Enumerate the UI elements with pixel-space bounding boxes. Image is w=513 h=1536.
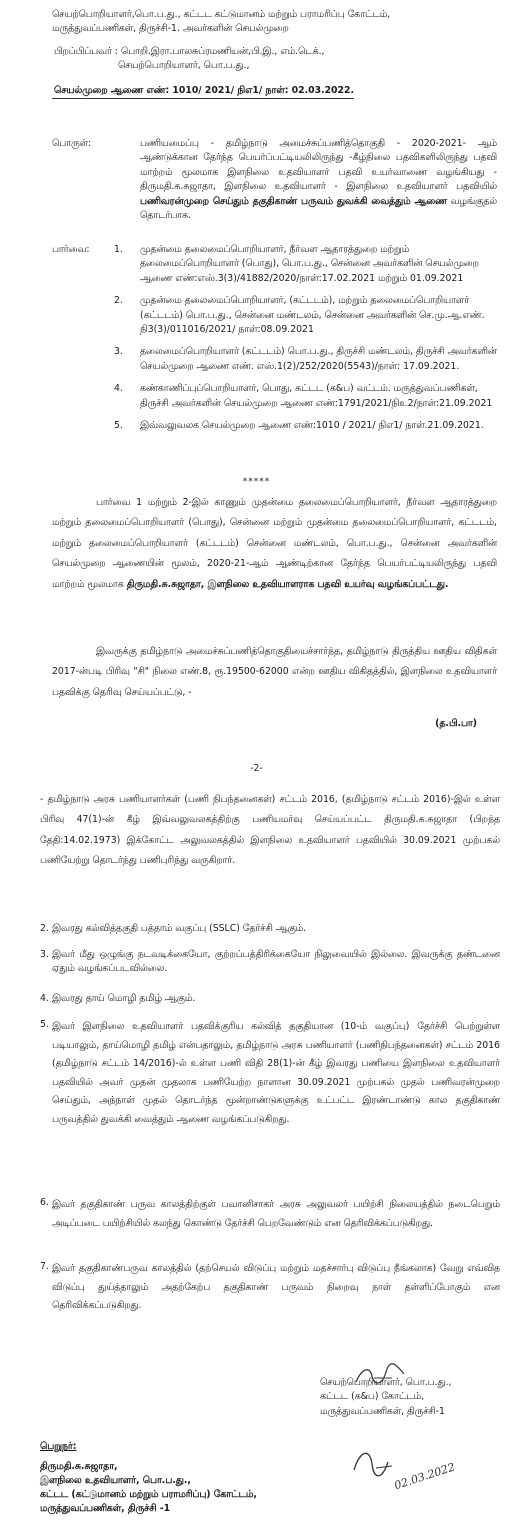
body-paragraph-1-bold: திருமதி.சு.சுஜாதா, இளநிலை உதவியாளராக பதவி உயர்வு வழங்கப்பட்டது. <box>126 578 449 590</box>
body-paragraph-3: - தமிழ்நாடு அரசு பணியாளர்கள் (பணி நிபந்தனைகள்) சட்டம் 2016, (தமிழ்நாடு சட்டம் 2016)-இல் உள்ள பிரிவு 47(1)-ன் கீழ் இவ்வலுவலகத்திற்கு பணியமர்வு செய்யப்பட்ட திருமதி.சு.சுஜாதா (பிறந்த தேதி:14.02.1973) இக்கோட்ட அலுவலகத்தில் இளநிலை உதவியாளர் பதவியில் 30.09.2021 முற்பகல் பணியேற்று தொடர்ந்து பணிபுரிந்து வருகிறார். <box>40 794 500 867</box>
item-number: 7. <box>40 1261 49 1272</box>
item-text: இவர் தகுதிகாண் பருவ காலத்திற்குள் பவானிசாகர் அரசு அலுவலர் பயிற்சி நிலையத்தில் நடைபெறும் அடிப்படை பயிற்சியில் கலந்து கொண்டு தேர்ச்சி பெறவேண்டும் என தெரிவிக்கப்படுகிறது. <box>52 1199 500 1229</box>
subject-text-bold: பணிவரன்முறை செய்தும் தகுதிகாண் பருவம் துவக்கி வைத்தும் ஆணை <box>140 195 447 207</box>
recipient-division: கட்டட (கட்டுமானம் மற்றும் பராமரிப்பு) கோட்டம், <box>40 1488 257 1500</box>
reference-text: தலைமைப்பொறியாளர் (கட்டடம்) பொ.ப.து., திருச்சி மண்டலம், திருச்சி அவர்களின் செயல்முறை ஆணை எண். எஸ்.1(2)/252/2020(5543)/நாள்: 17.09.2021. <box>140 346 497 372</box>
recipient-label: பெறுநர்: <box>40 1441 77 1452</box>
item-text: இவரது தாய் மொழி தமிழ் ஆகும். <box>52 993 196 1004</box>
reference-number: 5. <box>114 420 123 432</box>
signatory-division: கட்டட (க&ப) கோட்டம், <box>320 1391 425 1403</box>
references-label: பார்வை: <box>52 244 90 255</box>
recipient-designation: இளநிலை உதவியாளர், பொ.ப.து., <box>40 1474 191 1486</box>
recipient-office: மருத்துவப்பணிகள், திருச்சி -1 <box>40 1502 171 1514</box>
numbered-item <box>40 948 500 977</box>
item-text: இவர் தகுதிகாண்பருவ காலத்தில் (தற்செயல் விடுப்பு மற்றும் மதச்சார்பு விடுப்பு நீங்கலாக) வேறு எவ்வித விடுப்பு துய்த்தாலும் அதற்கேற்ப தகுதிகாண் பருவம் நிறைவு நாள் தள்ளிப்போகும் என தெரிவிக்கப்படுகிறது. <box>52 1263 500 1312</box>
references-section <box>52 243 497 441</box>
reference-number: 1. <box>114 244 123 255</box>
order-number: செயல்முறை ஆணை எண்: 1010/ 2021/ நிஎ1/ நாள்: 02.03.2022. <box>52 84 354 99</box>
body-paragraph-2: இவருக்கு தமிழ்நாடு அமைச்சுப்பணித்தொகுதியைச்சார்ந்த, தமிழ்நாடு திருத்திய ஊதிய விதிகள் 2017-ன்படி பிரிவு "சி" நிலை எண்.8, ரூ.19500-62000 என்ற ஊதிய விகிதத்தில், இளநிலை உதவியாளர் பதவிக்கு தெரிவு செய்யப்பட்டு, - <box>52 646 497 698</box>
recipient-name: திருமதி.சு.சுஜாதா, <box>40 1460 118 1472</box>
reference-item <box>52 294 497 337</box>
subject-text-normal: பணியமைப்பு - தமிழ்நாடு அமைச்சுப்பணித்தொகுதி - 2020-2021- ஆம் ஆண்டுக்கான தேர்ந்த பெயர்ப்பட்டியலிலிருந்து -கீழ்நிலை பதவிகளிலிருந்து பதவி மாற்றம் மூலமாக இளநிலை உதவியாளர் பதவி உயர்வாணை வழங்கியது - திருமதி.சு.சுஜாதா, இளநிலை உதவியாளர் - இளநிலை உதவியாளர் பதவியில் <box>140 138 497 193</box>
item-text: இவர் மீது ஒழுங்கு நடவடிக்கையோ, குற்றப்பத்திரிக்கையோ நிலுவையில் இல்லை. இவருக்கு தண்டனை ஏதும் வழங்கப்படவில்லை. <box>52 949 500 975</box>
item-number: 5. <box>40 1019 49 1030</box>
item-number: 2. <box>40 923 49 934</box>
issuer-role: செயற்பொறியாளர், பொ.ப.து., <box>118 60 250 72</box>
reference-text: இவ்வலுவலக செயல்முறை ஆணை எண்:1010 / 2021/ நிஎ1/ நாள்.21.09.2021. <box>140 420 484 432</box>
signatory-office: மருத்துவப்பணிகள், திருச்சி-1 <box>320 1405 445 1417</box>
turn-over-marker: (த.பி.பா) <box>435 718 477 729</box>
numbered-item <box>40 922 500 936</box>
signatory-role: செயற்பொறியாளர், பொ.ப.து., <box>320 1377 452 1388</box>
numbered-item <box>40 1260 500 1316</box>
reference-text: முதன்மை தலைமைப்பொறியாளர், நீர்வள ஆதாரத்துறை மற்றும் தலைமைப்பொறியாளர் (பொது), பொ.ப.து., சென்னை அவர்களின் செயல்முறை ஆணை எண்:எஸ்.3(3)/41882/2020/நாள்:17.02.2021 மற்றும் 01.09.2021 <box>140 244 479 284</box>
reference-number: 4. <box>114 383 123 395</box>
subject-text <box>140 137 497 223</box>
reference-number: 2. <box>114 295 123 307</box>
subject-label: பொருள்: <box>52 138 92 149</box>
reference-item <box>52 382 497 411</box>
page-number: -2- <box>250 763 263 774</box>
item-number: 4. <box>40 993 49 1004</box>
item-number: 6. <box>40 1197 49 1208</box>
item-number: 3. <box>40 949 49 960</box>
document-header <box>52 8 492 99</box>
section-separator: ***** <box>242 477 271 487</box>
subject-text-tail: வழங்குதல் தொடர்பாக. <box>140 195 498 222</box>
signature-block <box>320 1376 500 1419</box>
subject-section <box>52 137 497 223</box>
reference-item <box>52 345 497 374</box>
numbered-item <box>40 1018 500 1130</box>
reference-number: 3. <box>114 346 123 358</box>
office-title-line-2: மருத்துவப்பணிகள், திருச்சி-1. அவர்களின் செயல்முறை <box>52 23 289 35</box>
reference-item <box>52 419 497 433</box>
reference-text: கண்காணிப்புப்பொறியாளர், பொது, கட்டட (க&ப) வட்டம். மருத்துவப்பணிகள், திருச்சி அவர்களின் செயல்முறை ஆணை எண்:1791/2021/நிஉ2/நாள்:21.09.2021 <box>140 383 493 409</box>
recipient-block <box>40 1440 340 1516</box>
signature-date: 02.03.2022 <box>392 1460 457 1493</box>
item-text: இவரது கல்வித்தகுதி பத்தாம் வகுப்பு (SSLC) தேர்ச்சி ஆகும். <box>52 923 307 934</box>
office-title-line-1: செயற்பொறியாளர்,பொ.ப.து., கட்டட கட்டுமானம் மற்றும் பராமரிப்பு கோட்டம், <box>52 9 391 20</box>
numbered-item <box>40 1196 500 1233</box>
item-text: இவர் இளநிலை உதவியாளர் பதவிக்குரிய கல்வித் தகுதியான (10-ம் வகுப்பு) தேர்ச்சி பெற்றுள்ள படியாலும், தாய்மொழி தமிழ் என்பதாலும், தமிழ்நாடு அரசு பணியாளர் (பணிநிபந்தனைகள்) சட்டம் 2016 (தமிழ்நாடு சட்டம் 14/2016)-ல் உள்ள பணி விதி 28(1)-ன் கீழ் இவரது பணியை இளநிலை உதவியாளர் பதவியில் அவர் முதன் முதலாக பணியேற்ற நாளான 30.09.2021 முற்பகல் முதல் பணிவரன்முறை செய்தும், அந்நாள் முதல் தொடர்ந்த மூன்றாண்டுகளுக்கு உட்பட்ட இரண்டாண்டு கால தகுதிகாண் பருவத்தில் துவக்கி வைத்தும் ஆணை வழங்கப்படுகிறது. <box>52 1021 500 1125</box>
numbered-item <box>40 992 500 1006</box>
body-paragraph-1-text: பார்வை 1 மற்றும் 2-இல் காணும் முதன்மை தலைமைப்பொறியாளர், நீர்வள ஆதாரத்துறை மற்றும் தலைமைப்பொறியாளர் (பொது), சென்னை மற்றும் முதன்மை தலைமைப்பொறியாளர், கட்டடம், மற்றும் தலைமைப்பொறியாளர் (கட்டடம்) சென்னை மண்டலம், பொ.ப.து., சென்னை அவர்களின் செயல்முறை ஆணையின் மூலம், 2020-21-ஆம் ஆண்டிற்கான தேர்ந்த பெயர்பட்டியலிருந்து பதவி மாற்றம் மூலமாக <box>52 497 497 590</box>
body-paragraph-1 <box>52 493 497 595</box>
reference-item <box>52 243 497 286</box>
issued-by: பிறப்பிப்பவர் : பொறி.இரா.பாலசுப்ரமணியன்,பி.இ., எம்.டெக்., <box>54 45 325 57</box>
reference-text: முதன்மை தலைமைப்பொறியாளர், (கட்டடம்), மற்றும் தலைமைப்பொறியாளர் (கட்டடம்) பொ.ப.து., சென்னை மண்டலம், சென்னை அவர்களின் செ.மு.ஆ.எண். நி3(3)/011016/2021/ நாள்:08.09.2021 <box>140 295 485 336</box>
